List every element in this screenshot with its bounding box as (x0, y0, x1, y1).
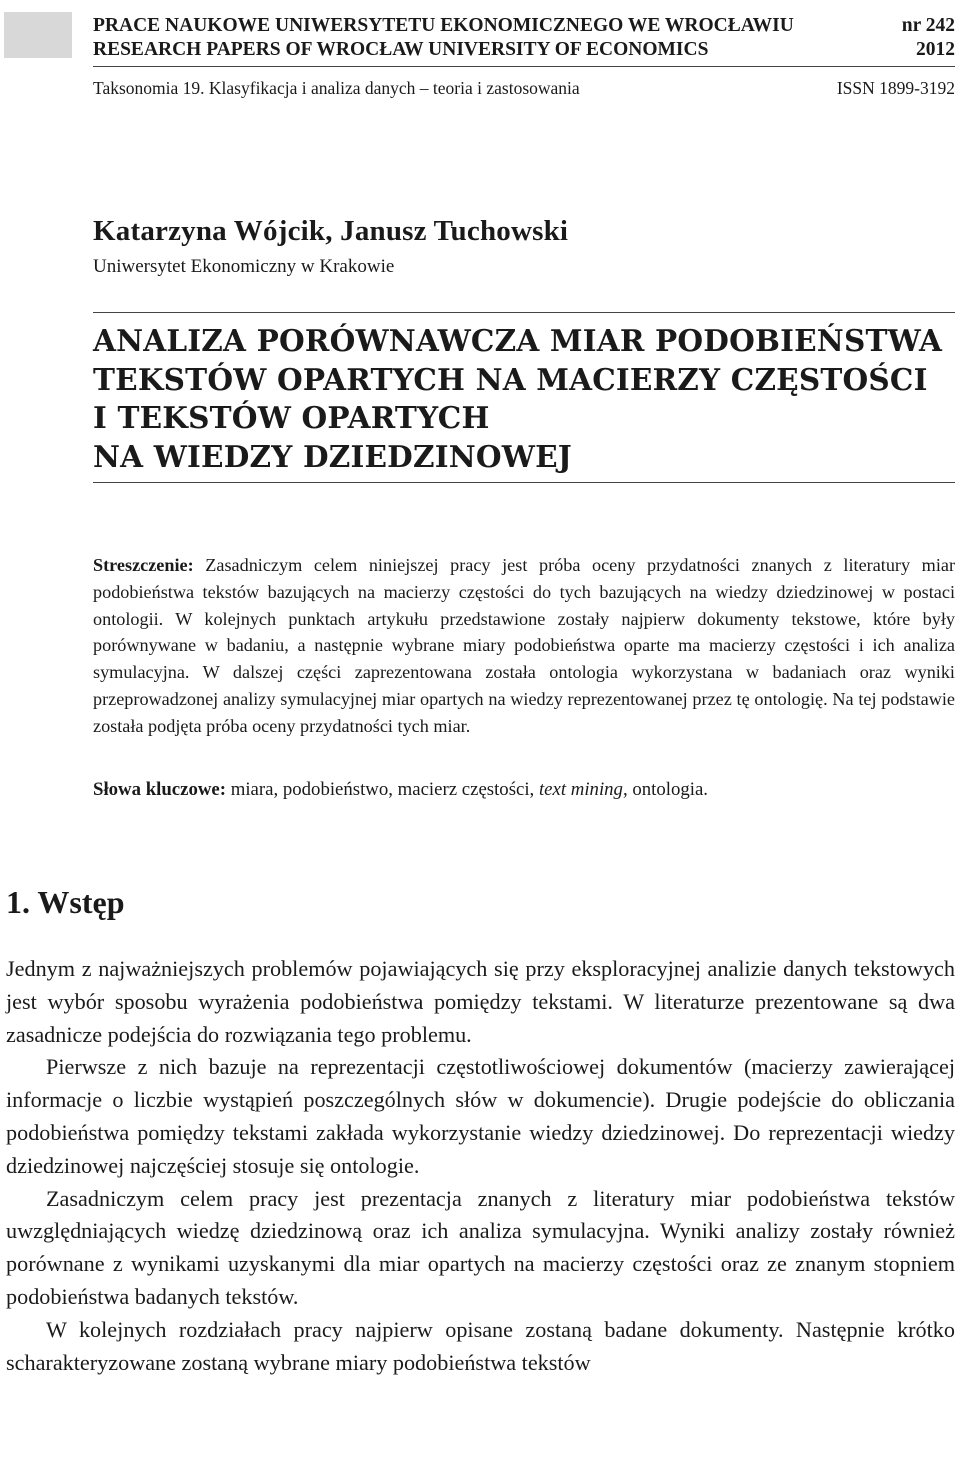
abstract-label: Streszczenie: (93, 555, 194, 575)
body-text (6, 953, 955, 1379)
issn: ISSN 1899-3192 (836, 78, 955, 98)
paragraph: Pierwsze z nich bazuje na reprezentacji częstotliwościowej dokumentów (macierzy zawierającej informacje o liczbie wystąpień poszczególnych słów w dokumencie). Drugie podejście do obliczania podobieństwa pomiędzy tekstami zakłada wykorzystanie wiedzy dziedzinowej. Do reprezentacji wiedzy dziedzinowej najczęściej stosuje się ontologie. (6, 1054, 955, 1178)
paragraph: Jednym z najważniejszych problemów pojawiających się przy eksploracyjnej analizie danych tekstowych jest wybór sposobu wyrażenia podobieństwa pomiędzy tekstami. W literaturze prezentowane są dwa zasadnicze podejścia do rozwiązania tego problemu. (6, 956, 955, 1047)
journal-name-pl: PRACE NAUKOWE UNIWERSYTETU EKONOMICZNEGO WE WROCŁAWIU (93, 15, 794, 36)
series-line (93, 78, 955, 99)
series-title: Taksonomia 19. Klasyfikacja i analiza danych – teoria i zastosowania (93, 78, 580, 98)
paragraph: W kolejnych rozdziałach pracy najpierw opisane zostaną badane dokumenty. Następnie krótko scharakteryzowane zostaną wybrane miary podobieństwa tekstów (6, 1316, 955, 1375)
title-top-rule (93, 312, 955, 313)
issue-number: nr 242 (901, 15, 955, 36)
journal-header (93, 14, 955, 62)
author-affiliation: Uniwersytet Ekonomiczny w Krakowie (93, 256, 395, 277)
keywords-text: miara, podobieństwo, macierz częstości, (230, 779, 535, 800)
title-line: TEKSTÓW OPARTYCH NA MACIERZY CZĘSTOŚCI (93, 361, 928, 397)
title-line: ANALIZA PORÓWNAWCZA MIAR PODOBIEŃSTWA (93, 323, 943, 358)
title-line: I TEKSTÓW OPARTYCH (93, 400, 490, 435)
article-authors: Katarzyna Wójcik, Janusz Tuchowski (93, 215, 569, 247)
logo-placeholder (4, 12, 72, 58)
title-line: NA WIEDZY DZIEDZINOWEJ (93, 438, 572, 474)
keywords-text-end: , ontologia. (622, 779, 708, 800)
issue-year: 2012 (916, 39, 955, 60)
paragraph: Zasadniczym celem pracy jest prezentacja znanych z literatury miar podobieństwa tekstów uwzględniających wiedzę dziedzinową oraz ich analiza symulacyjna. Wyniki analizy zostały również porównane z wynikami uzyskanymi dla miar opartych na macierzy częstości oraz ze znanym stopniem podobieństwa badanych tekstów. (6, 1185, 955, 1309)
header-rule (93, 66, 955, 67)
keywords (93, 779, 955, 801)
article-title (93, 322, 955, 476)
keywords-label: Słowa kluczowe: (93, 779, 227, 800)
section-heading: 1. Wstęp (6, 884, 125, 920)
abstract (93, 552, 955, 740)
journal-name-en: RESEARCH PAPERS OF WROCŁAW UNIVERSITY OF ECONOMICS (93, 39, 709, 60)
abstract-text: W kolejnych punktach artykułu przedstawione zostały najpierw dokumenty tekstowe, które były porównywane w badaniu, a następnie wybrane miary podobieństwa oparte ma macierzy częstości i ich analiza symulacyjna. W dalszej części zaprezentowana została ontologia wykorzystana w badaniach oraz wyniki przeprowadzonej analizy symulacyjnej miar opartych na wiedzy reprezentowanej przez tę ontologię. Na tej podstawie została podjęta próba oceny przydatności tych miar. (93, 608, 956, 736)
abstract-text: Zasadniczym celem niniejszej pracy jest próba oceny przydatności znanych z literatury miar podobieństwa tekstów bazujących na macierzy częstości do tych bazujących na wiedzy dziedzinowej w postaci ontologii. (93, 555, 955, 629)
title-bottom-rule (93, 482, 955, 483)
keywords-italic: text mining (538, 779, 623, 800)
